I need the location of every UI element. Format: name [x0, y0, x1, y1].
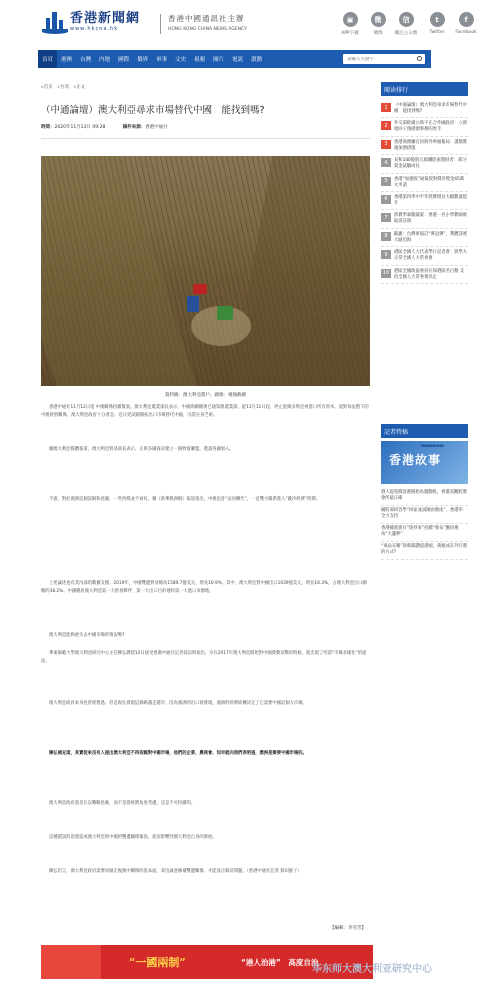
social-app[interactable] — [336, 12, 364, 36]
article-paragraph: 陳弘坦言，澳大利亞政府需要回頭正視澳中關係的基本面，拿出誠意修補雙邊關係，才能真正解決問題。（香港中通社記者 蔡田鮮子） — [49, 869, 302, 874]
article-paragraph: 陳弘補充道，其實從來沒有人提出澳大利亞不再依賴對中國市場，他們的企業、農商會、知早就向我們表明過，澳洲是需要中國市場的。 — [49, 751, 307, 756]
hot-item[interactable]: 2 外交部批國公佈不正合外國政府：立即收回干預港澳事務的黑手 — [381, 118, 468, 136]
hot-item[interactable]: 1 （中通論壇）澳大利亞尋求市場替代中國 能找到嗎? — [381, 100, 468, 118]
nav-item-mainland[interactable]: 内地 — [99, 57, 111, 63]
header-divider — [160, 14, 161, 34]
banner-slogan-2: “港人治港” 高度自治 — [241, 958, 319, 967]
weibo-icon: 微 — [371, 12, 386, 27]
banner-slogan: “一國兩制” — [129, 956, 186, 969]
article-paragraph: 香港中通社11月12日電 中澳關係持續緊張。澳大利亞農業部長表示，中國海關總署已通知澳農業部，從11月11日起，停止從維多利亞州進口所有原木。面對每況愈下的中澳經貿關係，澳大利亞政府十分著急，近日更試圖開拓出口市場替代中國，可謂分身乏術。 — [41, 405, 369, 419]
hot-item-text[interactable]: 香港“加強版”通報授與價券獎金45萬元申請 — [394, 176, 465, 188]
story-list — [381, 488, 468, 560]
social-label: APP下載 — [341, 31, 359, 36]
sidebar-story-title: 記者特稿 — [381, 424, 468, 438]
hot-item-text[interactable]: （中通論壇）澳大利亞尋求市場替代中國 能找到嗎? — [394, 103, 468, 114]
nav-item-home[interactable]: 首頁 — [38, 50, 57, 68]
story-banner[interactable] — [381, 441, 468, 484]
app-icon: ▣ — [343, 12, 358, 27]
story-banner-title: 香港故事 — [389, 453, 442, 467]
nav-item-overseas[interactable]: 僑界 — [137, 57, 149, 63]
hot-item-text[interactable]: 香港商務廳官員與外界通報局：謹慎實施加強措施 — [394, 139, 468, 151]
story-item[interactable]: 港人提電價設港開始為激動股，香港美觀跨港會所最正確 — [381, 488, 468, 506]
tractor-shape — [193, 284, 207, 294]
wechat-icon: 信 — [399, 12, 414, 27]
editor-credit: 【編輯：李雪芳】 — [330, 926, 366, 931]
time-value: 2020年11月13日 09:28 — [54, 125, 106, 130]
title-divider — [41, 138, 370, 139]
hot-item-text[interactable]: 凱麗：台灣軍協訂“萬冠彈”，利體該底大疑迫海 — [394, 231, 468, 243]
hot-item[interactable]: 9 港區全國人大代表學行記者會：與學大正常全國人大常委會 — [381, 247, 468, 265]
article-title: （中通論壇）澳大利亞尋求市場替代中國 能找到嗎? — [41, 105, 265, 116]
photo-caption: 資料圖：澳大利亞農戶。圖源：視頻截圖 — [165, 393, 246, 398]
social-weibo[interactable] — [364, 12, 392, 36]
social-wechat[interactable] — [392, 12, 420, 36]
social-label: 微博 — [373, 31, 383, 36]
story-banner-sub: HONGKONG — [421, 444, 445, 448]
agency-cn: 香港中國通訊社主辦 — [168, 14, 245, 23]
source-value: 香港中通社 — [145, 125, 168, 130]
logo-title: 香港新聞網 — [70, 11, 141, 26]
social-label: 關注公众號 — [394, 31, 418, 36]
nav-item-rolling[interactable]: 滾動 — [251, 57, 263, 63]
article-paragraph: 不過，對於澳洲這個誤解和意圖，一些西媒並不看好。據《新華澳洲網》報道指出，中澳也許“法同轉代”，一直雙方關系進入“跳冷經濟”時期。 — [49, 497, 321, 502]
story-item[interactable]: “毒品宣稱”與新聞讚提港頭，黃媛成在外仔港的方式? — [381, 542, 468, 560]
nav-item-wire[interactable]: 電訊 — [232, 57, 244, 63]
article-paragraph: 澳大利亞政府本身也曾經想過，但是現在發現這條路越走越窄，因為澳洲的出口商發現，澳洲的經濟結構決定了它需要中國這個大市場。 — [49, 701, 307, 706]
story-item[interactable]: 國防部回答學“回家並試圖由辦法”，香港市：全力支持 — [381, 506, 468, 524]
hot-item[interactable]: 4 長和100億股元救購股東理財者：部分資金試驗成長 — [381, 155, 468, 173]
social-label: Twitter — [429, 30, 445, 35]
hot-item-text[interactable]: 涉教學暴動議案：香港一名小學教師被取消註冊 — [394, 213, 468, 225]
social-label: Facebook — [455, 30, 477, 35]
nav-item-video[interactable]: 視頻 — [194, 57, 206, 63]
breadcrumb-section[interactable]: »台湾 — [57, 85, 69, 90]
search-icon[interactable] — [417, 56, 422, 61]
article-paragraph: 澳大利亞政府還是在以戰略思維，而不是從經濟角度考慮，這是不可持續的。 — [49, 801, 196, 806]
flag-graphic — [41, 945, 101, 979]
hot-item-text[interactable]: 長和100億股元救購股東理財者：部分資金試驗成長 — [394, 158, 467, 170]
nav-item-international[interactable]: 國際 — [118, 57, 130, 63]
agency-label — [168, 13, 247, 32]
hot-item-text[interactable]: 香港第四季中半年經濟增長大幅數量提升 — [394, 194, 468, 206]
twitter-icon: t — [430, 12, 445, 27]
article-paragraph: 華東師範大學澳大利亞研究中心主任陳弘教授12日接受香港中通社記者採訪時指出，早在2017年澳大利亞開始對中國發動攻擊的時候，就出現了所謂“市場多樣化”的提法。 — [41, 651, 367, 665]
hot-item[interactable]: 10 港區全國政協委員在保港區名行動 支持全國人大常委會決定 — [381, 266, 468, 284]
time-label: 時間： — [41, 125, 55, 130]
story-item[interactable]: 香港總商會在“陸抄來”持續“推布”應同視角“大靈伸” — [381, 524, 468, 542]
watermark: 华东师大澳大利亚研究中心 — [312, 964, 432, 975]
source-label: 稿件來源： — [122, 125, 146, 130]
hot-item[interactable]: 5 香港“加強版”通報授與價券獎金45萬元申請 — [381, 174, 468, 192]
logo-url: www.hkcna.hk — [70, 26, 119, 32]
article-paragraph: 澳大利亞能夠重失去中國市場的情況嗎? — [49, 633, 125, 638]
nav-item-pictures[interactable]: 圖片 — [213, 57, 225, 63]
main-nav — [38, 50, 431, 68]
site-header — [0, 0, 499, 46]
hot-list — [381, 100, 468, 284]
article-meta — [41, 124, 184, 130]
hot-item-text[interactable]: 外交部批國公佈不正合外國政府：立即收回干預港澳事務的黑手 — [394, 121, 468, 133]
article-paragraph: 上述論述也有其內部的數據支撐。2019年，中國雙邊貿易額為1589.7億美元，增長10.9%。其中，澳大利亞對中國出口1039億美元，增長18.3%，占澳大利亞出口總額的38.2%。中國穩居澳大利亞第一大貿易夥伴、第一大出口目的地和第一大進口來源地。 — [41, 581, 367, 595]
search-box[interactable] — [343, 54, 425, 64]
article-paragraph: 這種錯誤的思想造成澳大利亞與中國的雙邊關係緊張，從而影響到澳大利亞自身的發展。 — [49, 835, 217, 840]
nav-item-hkmacau[interactable]: 港澳 — [61, 57, 73, 63]
harvester-shape — [217, 306, 233, 320]
breadcrumb-current: »正文 — [73, 85, 86, 90]
hot-item[interactable]: 8 凱麗：台灣軍協訂“萬冠彈”，利體該底大疑迫海 — [381, 229, 468, 247]
article-paragraph: 據澳大利亞媒體報道，澳大利亞貿易部長表示，正與多國商討建立一個物資聯盟，邀請各國加入。 — [49, 447, 234, 452]
nav-item-military[interactable]: 軍事 — [156, 57, 168, 63]
search-input[interactable] — [347, 57, 411, 62]
nav-item-history[interactable]: 文史 — [175, 57, 187, 63]
social-facebook[interactable] — [452, 12, 480, 35]
breadcrumb — [41, 84, 88, 90]
hot-item[interactable]: 3 香港商務廳官員與外界通報局：謹慎實施加強措施 — [381, 137, 468, 155]
nav-item-taiwan[interactable]: 台灣 — [80, 57, 92, 63]
article-photo — [41, 156, 370, 386]
breadcrumb-home[interactable]: »首页 — [41, 85, 53, 90]
social-twitter[interactable] — [423, 12, 451, 35]
hot-item-text[interactable]: 港區全國政協委員在保港區名行動 支持全國人大常委會決定 — [394, 268, 465, 280]
agency-en: HONG KONG CHINA NEWS AGENCY — [168, 27, 247, 32]
logo-icon — [42, 10, 68, 34]
site-logo[interactable] — [42, 10, 140, 34]
sidebar-hot-title: 閱读排行 — [381, 82, 468, 96]
wagon-shape — [187, 296, 199, 312]
hot-item-text[interactable]: 港區全國人大代表學行記者會：與學大正常全國人大常委會 — [394, 250, 468, 262]
facebook-icon: f — [459, 12, 474, 27]
hot-item[interactable]: 6 香港第四季中半年經濟增長大幅數量提升 — [381, 192, 468, 210]
hot-item[interactable]: 7 涉教學暴動議案：香港一名小學教師被取消註冊 — [381, 210, 468, 228]
